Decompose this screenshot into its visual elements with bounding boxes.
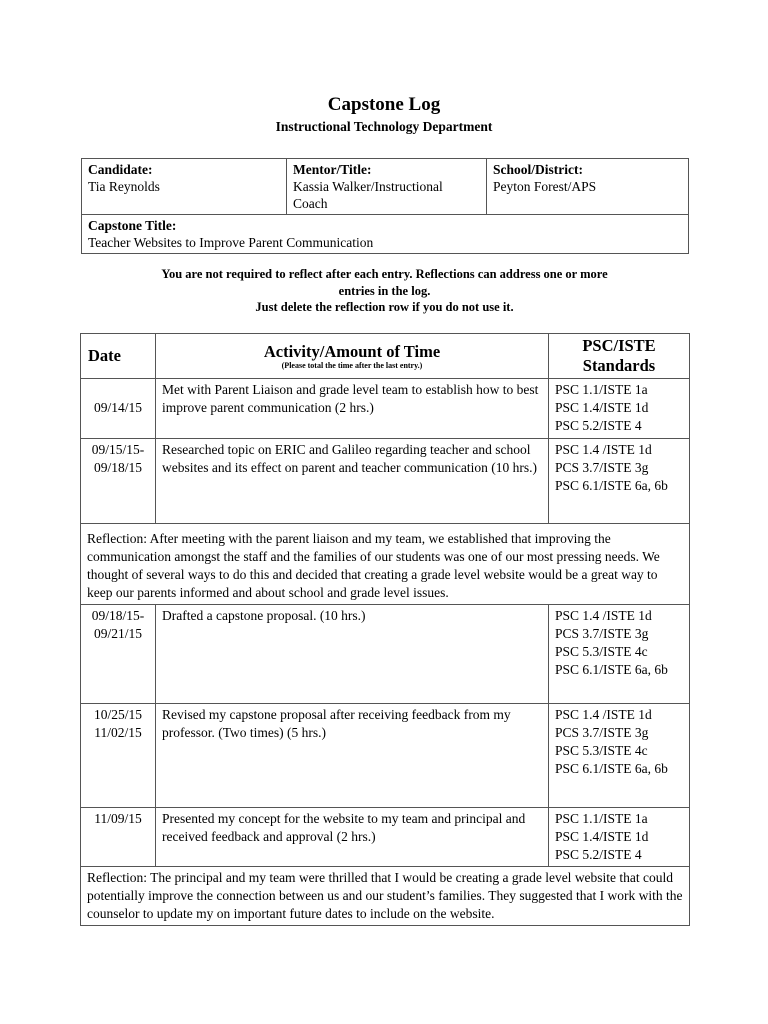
- entry-activity: Presented my concept for the website to my team and principal and received feedback and approval (2 hrs.): [156, 807, 549, 867]
- log-header-row: [81, 334, 690, 379]
- capstone-title-label: Capstone Title:: [88, 218, 177, 233]
- entry-date: 11/09/15: [81, 807, 156, 867]
- log-entry-row: [81, 703, 690, 807]
- entry-standards: [549, 438, 690, 523]
- entry-date: 09/15/15-09/18/15: [81, 438, 156, 523]
- entry-standards: [549, 703, 690, 807]
- page-title: Capstone Log: [327, 94, 441, 115]
- capstone-title-cell: [82, 215, 689, 254]
- candidate-label: Candidate:: [88, 162, 153, 177]
- page-subtitle: Instructional Technology Department: [275, 119, 493, 134]
- entry-date: 10/25/15 11/02/15: [81, 703, 156, 807]
- notice-line: You are not required to reflect after each entry. Reflections can address one or more: [161, 267, 608, 281]
- activity-header-title: Activity/Amount of Time: [263, 341, 441, 361]
- log-entry-row: [81, 807, 690, 867]
- standard-item: PSC 1.1/ISTE 1a: [555, 382, 648, 397]
- entry-activity: Researched topic on ERIC and Galileo regarding teacher and school websites and its effect on parent and teacher communication (10 hrs.): [156, 438, 549, 523]
- reflection-text: Reflection: The principal and my team were thrilled that I would be creating a grade level website that could potentially improve the connection between us and our student’s families. They suggested that I work with the counselor to update my on important future dates to include on the website.: [81, 867, 690, 926]
- entry-standards: [549, 604, 690, 703]
- reflection-text: Reflection: After meeting with the parent liaison and my team, we established that improving the communication amongst the staff and the families of our students was one of our most pressing needs. We thought of several ways to do this and decided that creating a grade level website would be a great way to keep our parents informed and about school and grade level issues.: [81, 523, 690, 604]
- standard-item: PCS 3.7/ISTE 3g: [555, 625, 649, 641]
- standard-item: PCS 3.7/ISTE 3g: [555, 459, 649, 475]
- reflection-row: [81, 523, 690, 604]
- activity-column-header: [156, 334, 549, 379]
- standards-column-header: PSC/ISTE Standards: [549, 334, 690, 379]
- notice-line: Just delete the reflection row if you do not use it.: [255, 300, 514, 314]
- standard-item: PSC 1.4 /ISTE 1d: [555, 706, 652, 722]
- standard-item: PSC 5.3/ISTE 4c: [555, 743, 648, 759]
- candidate-value: Tia Reynolds: [88, 179, 160, 194]
- standard-item: PSC 1.1/ISTE 1a: [555, 810, 648, 826]
- capstone-title-row: [82, 215, 689, 254]
- entry-activity: Revised my capstone proposal after receiving feedback from my professor. (Two times) (5 hrs.): [156, 703, 549, 807]
- activity-header-note: (Please total the time after the last entry.): [281, 360, 423, 370]
- notice-line: entries in the log.: [338, 283, 431, 298]
- candidate-cell: [82, 159, 287, 215]
- entry-activity: Met with Parent Liaison and grade level team to establish how to best improve parent communication (2 hrs.): [156, 379, 549, 439]
- school-label: School/District:: [493, 162, 583, 177]
- log-entry-row: [81, 438, 690, 523]
- standard-item: PCS 3.7/ISTE 3g: [555, 724, 649, 740]
- capstone-log-table: [80, 333, 690, 926]
- entry-date: 09/18/15-09/21/15: [81, 604, 156, 703]
- standard-item: PSC 1.4/ISTE 1d: [555, 828, 649, 844]
- mentor-label: Mentor/Title:: [293, 162, 372, 177]
- standard-item: PSC 1.4 /ISTE 1d: [555, 441, 652, 457]
- entry-standards: [549, 807, 690, 867]
- standard-item: PSC 5.2/ISTE 4: [555, 847, 642, 863]
- instructions-notice: [81, 266, 688, 316]
- mentor-value: Kassia Walker/Instructional Coach: [293, 179, 443, 211]
- standard-item: PSC 6.1/ISTE 6a, 6b: [555, 761, 668, 777]
- capstone-title-value: Teacher Websites to Improve Parent Communication: [88, 235, 374, 250]
- entry-activity: Drafted a capstone proposal. (10 hrs.): [156, 604, 549, 703]
- reflection-row: [81, 867, 690, 926]
- standard-item: PSC 5.3/ISTE 4c: [555, 644, 648, 660]
- school-value: Peyton Forest/APS: [493, 179, 597, 194]
- standard-item: PSC 1.4 /ISTE 1d: [555, 607, 652, 623]
- log-entry-row: [81, 379, 690, 439]
- info-table: [81, 158, 689, 254]
- entry-date: 09/14/15: [81, 379, 156, 439]
- log-entry-row: [81, 604, 690, 703]
- standard-item: PSC 6.1/ISTE 6a, 6b: [555, 662, 668, 678]
- standard-item: PSC 6.1/ISTE 6a, 6b: [555, 478, 668, 494]
- date-column-header: Date: [81, 334, 156, 379]
- standard-item: PSC 1.4/ISTE 1d: [555, 400, 649, 416]
- mentor-cell: [287, 159, 487, 215]
- entry-standards: [549, 379, 690, 439]
- info-row: [82, 159, 689, 215]
- school-cell: [487, 159, 689, 215]
- standard-item: PSC 5.2/ISTE 4: [555, 418, 642, 434]
